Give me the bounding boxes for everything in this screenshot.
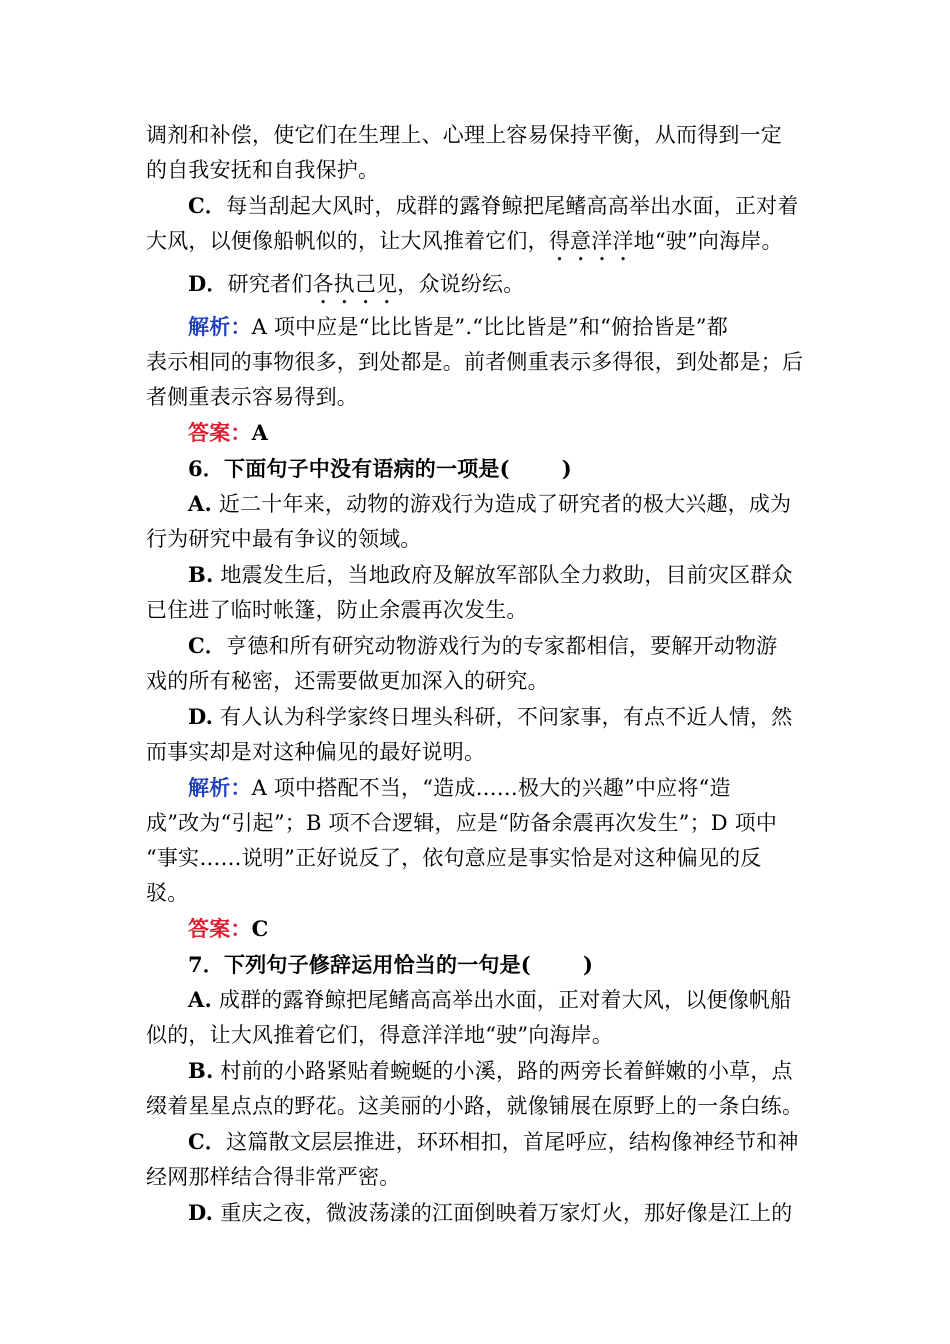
q5-option-c-cont <box>146 224 810 266</box>
option-text: 村前的小路紧贴着蜿蜒的小溪，路的两旁长着鲜嫩的小草，点 <box>213 1059 793 1083</box>
option-text: 研究者们 <box>227 272 313 296</box>
q7-question <box>146 947 810 982</box>
option-text: 地“驶”向海岸。 <box>633 229 783 253</box>
option-label: B. <box>188 1058 214 1083</box>
analysis-text: “事实……说明”正好说反了，依句意应是事实恰是对这种偏见的反 <box>146 846 762 870</box>
q5-analysis-cont <box>146 345 810 380</box>
text: 的自我安抚和自我保护。 <box>146 158 380 182</box>
option-text: 经网那样结合得非常严密。 <box>146 1165 401 1189</box>
question-text: ) <box>582 952 594 977</box>
emphasized-word: 各执己见 <box>312 272 398 296</box>
answer-label: 答案： <box>188 420 252 445</box>
q6-option-b <box>146 557 810 593</box>
q5-option-b-continuation <box>146 118 810 153</box>
q7-option-a <box>146 982 810 1018</box>
analysis-text: 表示相同的事物很多，到处都是。前者侧重表示多得很，到处都是；后 <box>146 350 804 374</box>
option-label: C． <box>188 193 227 218</box>
option-label: D． <box>188 271 228 296</box>
analysis-label: 解析： <box>188 775 252 800</box>
option-text: 近二十年来，动物的游戏行为造成了研究者的极大兴趣，成为 <box>212 492 792 516</box>
document-page <box>146 118 810 1231</box>
analysis-text: 者侧重表示容易得到。 <box>146 385 358 409</box>
q6-option-a-cont <box>146 522 810 557</box>
q7-option-a-cont <box>146 1018 810 1053</box>
q6-analysis-cont <box>146 876 810 911</box>
option-text: 戏的所有秘密，还需要做更加深入的研究。 <box>146 669 549 693</box>
q6-analysis-cont <box>146 841 810 876</box>
q6-option-a <box>146 486 810 522</box>
option-label: C． <box>188 1129 227 1154</box>
option-text: 地震发生后，当地政府及解放军部队全力救助，目前灾区群众 <box>213 563 793 587</box>
option-text: 每当刮起大风时，成群的露脊鲸把尾鳍高高举出水面，正对着 <box>226 194 799 218</box>
emphasized-word: 得意洋洋 <box>548 229 634 253</box>
option-text: 重庆之夜，微波荡漾的江面倒映着万家灯火，那好像是江上的 <box>213 1201 793 1225</box>
option-label: A. <box>188 491 213 516</box>
q5-option-c <box>146 188 810 224</box>
q6-analysis-cont <box>146 806 810 841</box>
q7-option-c <box>146 1124 810 1160</box>
option-text: 成群的露脊鲸把尾鳍高高举出水面，正对着大风，以便像帆船 <box>212 988 792 1012</box>
option-text: 缀着星星点点的野花。这美丽的小路，就像铺展在原野上的一条白练。 <box>146 1094 804 1118</box>
q7-option-b-cont <box>146 1089 810 1124</box>
q6-option-b-cont <box>146 593 810 628</box>
q5-analysis-cont <box>146 380 810 415</box>
option-label: D. <box>188 704 214 729</box>
q6-option-c-cont <box>146 664 810 699</box>
q6-question <box>146 451 810 486</box>
q7-option-d <box>146 1195 810 1231</box>
analysis-text: 驳。 <box>146 881 189 905</box>
q5-analysis <box>146 309 810 345</box>
option-label: B. <box>188 562 214 587</box>
option-text: 行为研究中最有争议的领域。 <box>146 527 422 551</box>
q6-option-d-cont <box>146 735 810 770</box>
option-text: 似的，让大风推着它们，得意洋洋地“驶”向海岸。 <box>146 1023 614 1047</box>
answer-label: 答案： <box>188 916 252 941</box>
analysis-text: 成”改为“引起”；B 项不合逻辑，应是“防备余震再次发生”；D 项中 <box>146 811 778 835</box>
option-label: C． <box>188 633 227 658</box>
question-text: 6．下面句子中没有语病的一项是( <box>188 456 510 481</box>
text: 调剂和补偿，使它们在生理上、心理上容易保持平衡，从而得到一定 <box>146 123 782 147</box>
option-text: 亨德和所有研究动物游戏行为的专家都相信，要解开动物游 <box>226 634 778 658</box>
option-text: 已住进了临时帐篷，防止余震再次发生。 <box>146 598 528 622</box>
q6-analysis <box>146 770 810 806</box>
analysis-label: 解析： <box>188 314 252 339</box>
option-text: 大风，以便像船帆似的，让大风推着它们， <box>146 229 549 253</box>
q7-option-c-cont <box>146 1160 810 1195</box>
q5-option-d <box>146 266 810 309</box>
analysis-text: A 项中应是“比比皆是”.“比比皆是”和“俯拾皆是”都 <box>251 315 728 339</box>
option-text: 这篇散文层层推进，环环相扣，首尾呼应，结构像神经节和神 <box>226 1130 799 1154</box>
answer-value: A <box>251 420 269 445</box>
question-text: ) <box>561 456 572 481</box>
option-label: D. <box>188 1200 214 1225</box>
q7-option-b <box>146 1053 810 1089</box>
question-text: 7．下列句子修辞运用恰当的一句是( <box>188 952 531 977</box>
q5-answer <box>146 415 810 451</box>
analysis-text: A 项中搭配不当，“造成……极大的兴趣”中应将“造 <box>251 776 731 800</box>
option-text: 而事实却是对这种偏见的最好说明。 <box>146 740 486 764</box>
answer-value: C <box>251 916 269 941</box>
option-text: 有人认为科学家终日埋头科研，不问家事，有点不近人情，然 <box>213 705 793 729</box>
q6-answer <box>146 911 810 947</box>
option-label: A. <box>188 987 213 1012</box>
q6-option-d <box>146 699 810 735</box>
q6-option-c <box>146 628 810 664</box>
option-text: ，众说纷纭。 <box>397 272 525 296</box>
q5-option-b-continuation <box>146 153 810 188</box>
